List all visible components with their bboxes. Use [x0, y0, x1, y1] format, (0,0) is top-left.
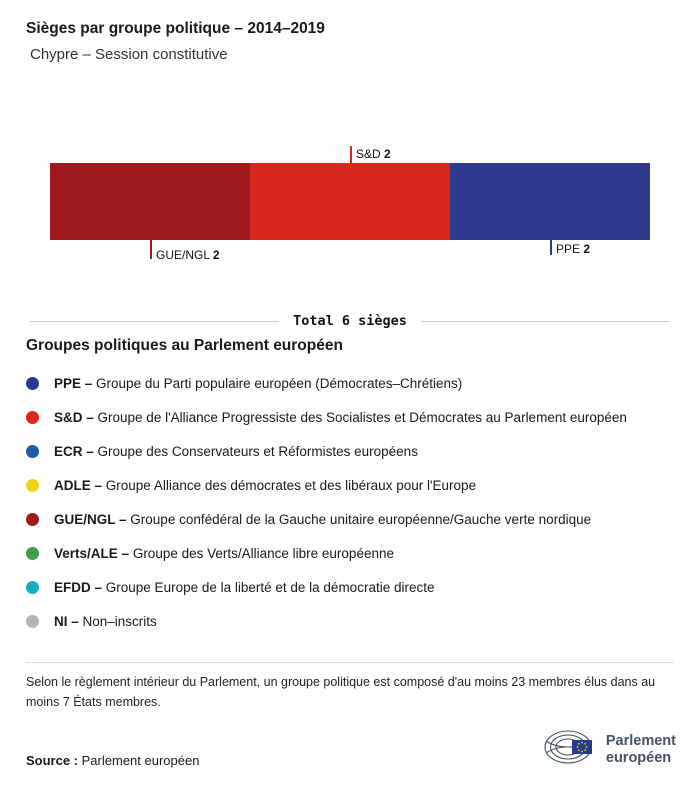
legend-item [26, 536, 674, 570]
legend-item [26, 502, 674, 536]
source-line [26, 753, 199, 768]
group-seats: 2 [583, 242, 591, 256]
tick-mark [550, 240, 552, 255]
total-seats-label: Total 6 sièges [293, 313, 407, 329]
bar-label-ppe [550, 240, 630, 259]
group-abbr: EFDD – [54, 579, 103, 595]
total-seats-row [30, 313, 670, 329]
legend-item [26, 570, 674, 604]
bar-label-guengl [150, 240, 230, 262]
group-color-dot [26, 445, 39, 458]
logo-line-2: européen [605, 749, 672, 766]
group-name: GUE/NGL [156, 248, 210, 262]
bar-segment [250, 163, 450, 240]
european-parliament-logo [543, 726, 676, 773]
group-desc: Groupe Europe de la liberté et de la démocratie directe [105, 579, 435, 595]
legend-item [26, 468, 674, 502]
group-name: PPE [556, 242, 581, 256]
group-desc: Groupe de l'Alliance Progressiste des Socialistes et Démocrates au Parlement européen [97, 409, 627, 425]
group-color-dot [26, 581, 39, 594]
legend-item [26, 366, 674, 400]
group-desc: Groupe des Conservateurs et Réformistes européens [97, 443, 418, 459]
logo-wordmark [606, 733, 676, 766]
group-desc: Groupe des Verts/Alliance libre européenne [132, 545, 394, 561]
group-desc: Groupe confédéral de la Gauche unitaire européenne/Gauche verte nordique [130, 511, 592, 527]
stacked-bar [50, 163, 650, 240]
group-abbr: S&D – [54, 409, 94, 425]
parliament-hemicycle-icon [543, 726, 597, 773]
group-desc: Groupe Alliance des démocrates et des libéraux pour l'Europe [105, 477, 477, 493]
group-abbr: NI – [54, 613, 79, 629]
bar-label-sd [350, 146, 410, 163]
legend-item [26, 604, 674, 638]
footnote-text: Selon le règlement intérieur du Parlement, un groupe politique est composé d'au moins 23 membres élus dans au moins 7 États membres. [26, 675, 656, 709]
legend-list [26, 366, 674, 638]
bar-segment [450, 163, 650, 240]
divider-line [30, 321, 279, 322]
seats-chart [50, 147, 650, 262]
group-abbr: ADLE – [54, 477, 103, 493]
source-text: Parlement européen [81, 753, 200, 768]
group-color-dot [26, 547, 39, 560]
footnote-divider [26, 662, 674, 663]
legend-item [26, 434, 674, 468]
group-seats: 2 [212, 248, 220, 262]
group-name: S&D [356, 147, 381, 161]
legend-item [26, 400, 674, 434]
tick-mark [350, 146, 352, 163]
group-seats: 2 [384, 147, 391, 161]
group-color-dot [26, 377, 39, 390]
group-color-dot [26, 411, 39, 424]
page-title: Sièges par groupe politique – 2014–2019 [26, 20, 325, 37]
page-subtitle: Chypre – Session constitutive [30, 46, 228, 63]
group-abbr: ECR – [54, 443, 94, 459]
legend-heading: Groupes politiques au Parlement européen [26, 337, 343, 354]
source-label: Source : [26, 753, 79, 768]
group-color-dot [26, 615, 39, 628]
bar-segment [50, 163, 250, 240]
group-abbr: Verts/ALE – [54, 545, 130, 561]
group-color-dot [26, 513, 39, 526]
group-abbr: GUE/NGL – [54, 511, 127, 527]
group-abbr: PPE – [54, 375, 93, 391]
group-desc: Groupe du Parti populaire européen (Démocrates–Chrétiens) [96, 375, 463, 391]
divider-line [421, 321, 670, 322]
tick-mark [150, 240, 152, 259]
logo-line-1: Parlement [605, 732, 676, 749]
group-desc: Non–inscrits [82, 613, 157, 629]
group-color-dot [26, 479, 39, 492]
